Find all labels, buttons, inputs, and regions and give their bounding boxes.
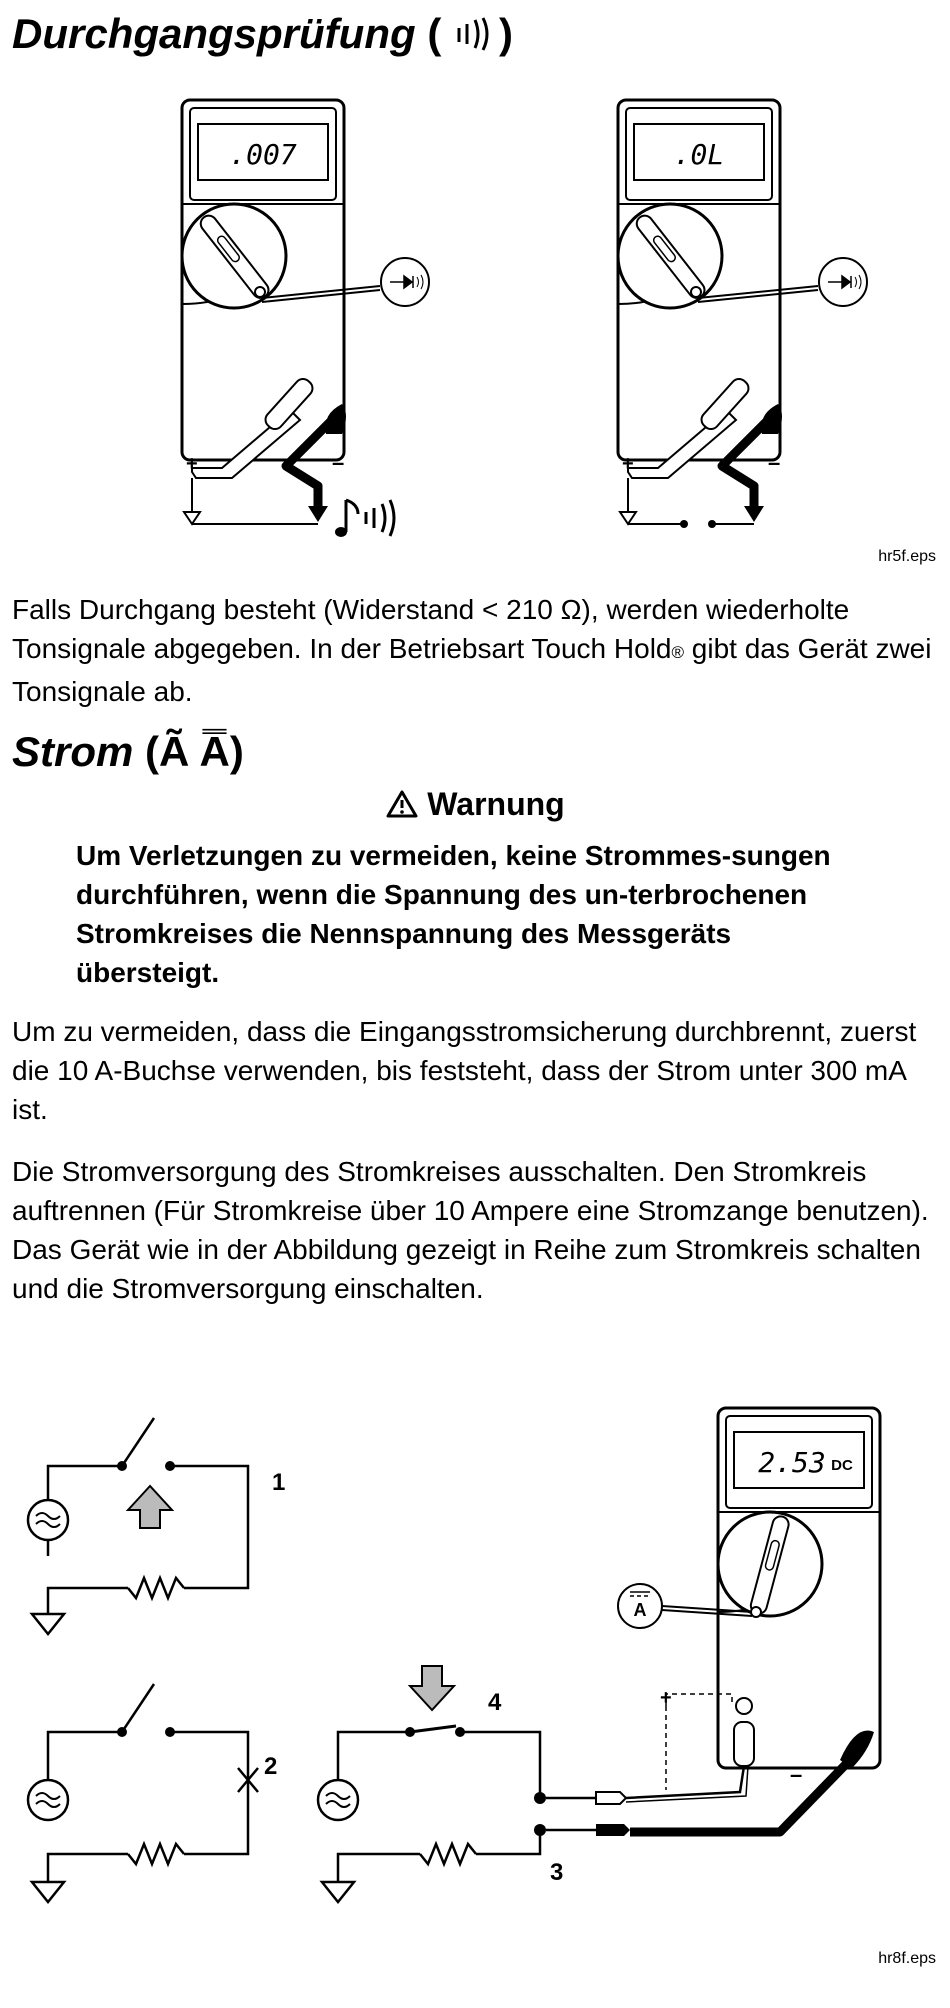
continuity-description bbox=[12, 590, 932, 711]
switch-down-arrow-icon bbox=[410, 1666, 454, 1710]
beep-note-icon bbox=[335, 500, 394, 537]
dc-current-symbol: A̿ bbox=[199, 728, 230, 775]
section-title-current bbox=[12, 728, 244, 776]
minus-label-current: – bbox=[790, 1762, 803, 1787]
continuity-text-part2: gibt das Gerät zwei Tonsignale ab. bbox=[12, 633, 932, 707]
symbol-open: ( bbox=[145, 728, 160, 775]
meter-current-display-unit: DC bbox=[831, 1457, 853, 1474]
meter-right bbox=[618, 100, 867, 528]
minus-label-right: – bbox=[768, 450, 781, 475]
ac-current-symbol: Ã bbox=[159, 728, 190, 775]
continuity-figure bbox=[0, 92, 950, 552]
setup-paragraph: Die Stromversorgung des Stromkreises ausschalten. Den Stromkreis auftrennen (Für Stromkreise über 10 Ampere eine Stromzange benutzen). Das Gerät wie in der Abbildung gezeigt in Reihe zum Stromkreis schalten und die Stromversorgung einschalten. bbox=[12, 1156, 929, 1304]
switch-up-arrow-icon bbox=[128, 1486, 172, 1528]
beeper-symbol: ( ) bbox=[427, 10, 513, 57]
section-title-text: Durchgangsprüfung bbox=[12, 10, 416, 57]
warning-text: Um Verletzungen zu vermeiden, keine Strommes-sungen durchführen, wenn die Spannung des un-terbrochenen Stromkreises die Nennspannung des Messgeräts übersteigt. bbox=[76, 840, 831, 988]
registered-mark: ® bbox=[671, 643, 685, 662]
symbol-close: ) bbox=[229, 728, 244, 775]
beeper-icon bbox=[453, 16, 499, 52]
meter-right-display: .0L bbox=[673, 138, 725, 171]
meter-current bbox=[546, 1408, 880, 1836]
warning-icon bbox=[385, 789, 419, 819]
current-dial-label: A bbox=[633, 1600, 647, 1620]
figure-file-label-2: hr8f.eps bbox=[878, 1950, 936, 1967]
step-1-label: 1 bbox=[272, 1469, 286, 1496]
plus-label-current: + bbox=[660, 1687, 672, 1709]
step-4-label: 4 bbox=[488, 1689, 502, 1716]
meter-left bbox=[182, 100, 429, 537]
plus-label-left: + bbox=[186, 453, 198, 475]
circuit-3 bbox=[318, 1666, 563, 1902]
step-3-label: 3 bbox=[550, 1859, 564, 1886]
figure-file-label-1: hr5f.eps bbox=[878, 548, 936, 565]
current-symbols bbox=[145, 728, 244, 775]
current-figure bbox=[0, 1400, 950, 1920]
fuse-paragraph: Um zu vermeiden, dass die Eingangsstromsicherung durchbrennt, zuerst die 10 A-Buchse verwenden, bis feststeht, dass der Strom unter 300 mA ist. bbox=[12, 1016, 917, 1125]
circuit-2 bbox=[28, 1684, 277, 1902]
minus-label-left: – bbox=[332, 450, 345, 475]
section-title-text: Strom bbox=[12, 728, 134, 775]
circuit-1 bbox=[28, 1418, 285, 1634]
step-2-label: 2 bbox=[264, 1753, 278, 1780]
warning-title: Warnung bbox=[427, 786, 565, 822]
meter-left-display: .007 bbox=[229, 138, 297, 171]
plus-label-right: + bbox=[622, 453, 634, 475]
continuity-text-part1: Falls Durchgang besteht (Widerstand < 210 Ω), werden wiederholte Tonsignale abgegeben. In der Betriebsart Touch Hold bbox=[12, 594, 850, 664]
meter-current-display: 2.53 bbox=[758, 1446, 826, 1479]
warning-heading bbox=[0, 786, 950, 823]
section-title-continuity bbox=[12, 10, 513, 58]
